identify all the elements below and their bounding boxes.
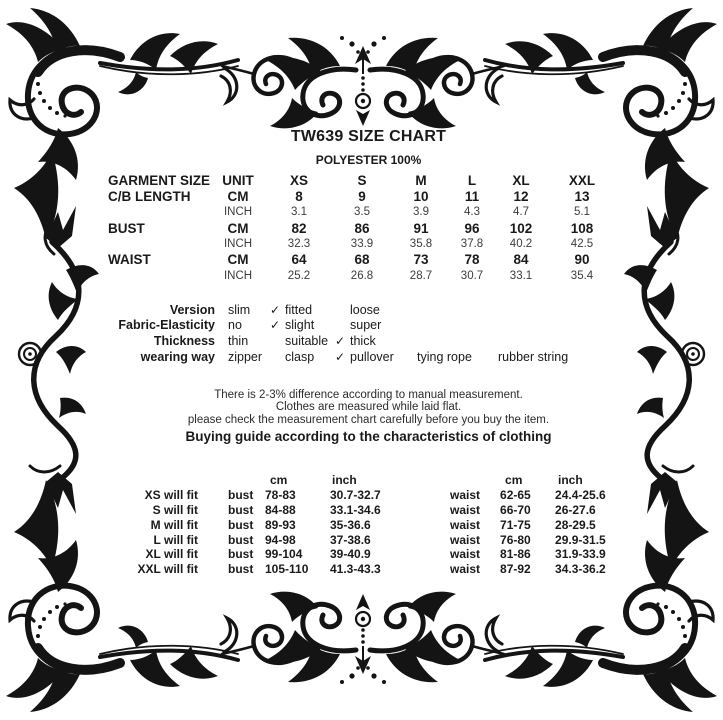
- header-l: L: [467, 173, 477, 189]
- bust-cm-range: 105-110: [265, 562, 309, 577]
- attr-option: [412, 318, 492, 334]
- row-label: WAIST: [108, 252, 151, 268]
- bust-label: bust: [228, 488, 254, 503]
- bust-label: bust: [228, 517, 254, 532]
- row-wearing-way: [110, 349, 612, 365]
- header-m: M: [415, 173, 427, 189]
- row-label: [108, 236, 212, 252]
- fit-table-header: [120, 473, 640, 488]
- size-value: 12: [513, 189, 529, 205]
- size-value: 64: [291, 252, 307, 268]
- fabric-subtitle: POLYESTER 100%: [315, 153, 422, 167]
- attr-option: fitted: [285, 302, 313, 317]
- fit-size-label: L will fit: [153, 532, 198, 547]
- check-mark: [330, 302, 350, 318]
- check-mark: [265, 349, 285, 365]
- attr-label: Fabric-Elasticity: [118, 318, 215, 333]
- waist-label: waist: [450, 547, 481, 562]
- check-mark: ✓: [269, 318, 281, 333]
- waist-cm-range: 87-92: [500, 562, 531, 577]
- bust-inch-range: 39-40.9: [330, 547, 371, 562]
- waist-label: waist: [450, 532, 481, 547]
- attr-option: thick: [350, 333, 376, 348]
- bust-inch-range: 33.1-34.6: [330, 502, 381, 517]
- size-value: 35.8: [409, 238, 433, 251]
- size-value: 4.7: [513, 206, 529, 219]
- fit-size-label: M will fit: [150, 517, 198, 532]
- size-value: 73: [413, 252, 429, 268]
- size-value: 96: [464, 220, 480, 236]
- waist-cm-range: 62-65: [500, 488, 531, 503]
- buying-guide-title: Buying guide according to the characteristics of clothing: [185, 429, 552, 444]
- measurement-notes: [14, 389, 723, 426]
- header-unit: UNIT: [222, 173, 254, 189]
- size-value: 86: [354, 220, 370, 236]
- attr-option: slight: [285, 318, 315, 333]
- size-value: 8: [295, 189, 303, 205]
- size-value: 28.7: [409, 269, 433, 282]
- bust-inch-range: 37-38.6: [330, 532, 371, 547]
- header-xl: XL: [512, 173, 530, 189]
- size-value: 11: [464, 189, 480, 205]
- fit-size-label: XS will fit: [144, 488, 198, 503]
- unit-cell: INCH: [223, 206, 253, 219]
- attr-option: [492, 302, 612, 318]
- bust-label: bust: [228, 532, 254, 547]
- header-cm: cm: [505, 473, 523, 488]
- row-label: C/B LENGTH: [108, 189, 191, 205]
- size-value: 3.1: [291, 206, 307, 219]
- header-s: S: [357, 173, 367, 189]
- attr-option: zipper: [228, 349, 263, 364]
- header-inch: inch: [332, 473, 357, 488]
- fit-row-xs: [120, 488, 640, 503]
- bust-cm-range: 94-98: [265, 532, 296, 547]
- attr-option: tying rope: [417, 349, 472, 364]
- attr-option: [492, 318, 612, 334]
- size-value: 40.2: [509, 238, 533, 251]
- row-thickness: [110, 333, 612, 349]
- size-value: 35.4: [570, 269, 594, 282]
- row-version: [110, 302, 612, 318]
- attr-option: [412, 333, 492, 349]
- attr-option: clasp: [285, 349, 315, 364]
- fit-size-label: XXL will fit: [137, 562, 198, 577]
- attribute-table: [110, 302, 612, 364]
- attr-option: rubber string: [498, 349, 569, 364]
- attr-option: suitable: [285, 333, 329, 348]
- row-label: BUST: [108, 220, 145, 236]
- header-xs: XS: [289, 173, 308, 189]
- size-value: 91: [413, 220, 429, 236]
- size-value: 26.8: [350, 269, 374, 282]
- attr-option: loose: [350, 302, 380, 317]
- fit-row-xxl: [120, 562, 640, 577]
- size-value: 30.7: [460, 269, 484, 282]
- attr-option: super: [350, 318, 382, 333]
- unit-cell: CM: [227, 252, 249, 268]
- check-mark: ✓: [334, 333, 346, 348]
- row-cb-length-cm: [108, 189, 614, 205]
- size-value: 4.3: [464, 206, 480, 219]
- note-line: Clothes are measured while laid flat.: [275, 401, 462, 414]
- attr-label: wearing way: [140, 349, 215, 364]
- fit-size-label: S will fit: [152, 502, 198, 517]
- attr-label: Version: [169, 302, 215, 317]
- waist-inch-range: 34.3-36.2: [555, 562, 606, 577]
- attr-option: pullover: [350, 349, 394, 364]
- size-value: 82: [291, 220, 307, 236]
- waist-inch-range: 24.4-25.6: [555, 488, 606, 503]
- bust-cm-range: 78-83: [265, 488, 296, 503]
- size-value: 3.5: [354, 206, 370, 219]
- attr-option: thin: [228, 333, 249, 348]
- bust-label: bust: [228, 502, 254, 517]
- attr-option: no: [228, 318, 242, 333]
- spacer: [418, 473, 480, 488]
- fit-row-s: [120, 503, 640, 518]
- size-value: 5.1: [574, 206, 590, 219]
- size-value: 9: [358, 189, 366, 205]
- row-bust-inch: [108, 236, 614, 252]
- header-cm: cm: [270, 473, 288, 488]
- spacer: [198, 473, 258, 488]
- row-cb-length-inch: [108, 205, 614, 221]
- bust-inch-range: 35-36.6: [330, 517, 371, 532]
- row-label: [108, 205, 212, 221]
- size-value: 33.1: [509, 269, 533, 282]
- fit-row-m: [120, 517, 640, 532]
- spacer: [120, 473, 198, 488]
- size-value: 3.9: [413, 206, 429, 219]
- size-value: 32.3: [287, 238, 311, 251]
- fit-size-label: XL will fit: [145, 547, 198, 562]
- attr-option: [492, 333, 612, 349]
- waist-cm-range: 81-86: [500, 547, 531, 562]
- row-bust-cm: [108, 220, 614, 236]
- fit-row-l: [120, 532, 640, 547]
- size-value: 33.9: [350, 238, 374, 251]
- waist-label: waist: [450, 517, 481, 532]
- size-value: 78: [464, 252, 480, 268]
- bust-inch-range: 41.3-43.3: [330, 562, 381, 577]
- header-inch: inch: [558, 473, 583, 488]
- attr-label: Thickness: [153, 333, 215, 348]
- check-mark: ✓: [269, 302, 281, 317]
- size-value: 10: [413, 189, 429, 205]
- unit-cell: CM: [227, 220, 249, 236]
- size-value: 108: [570, 220, 594, 236]
- bust-cm-range: 84-88: [265, 502, 296, 517]
- size-value: 37.8: [460, 238, 484, 251]
- bust-cm-range: 89-93: [265, 517, 296, 532]
- note-line: There is 2-3% difference according to manual measurement.: [214, 389, 523, 401]
- size-value: 42.5: [570, 238, 594, 251]
- size-value: 68: [354, 252, 370, 268]
- attr-option: slim: [228, 302, 251, 317]
- waist-cm-range: 71-75: [500, 517, 531, 532]
- unit-cell: INCH: [223, 269, 253, 282]
- fit-row-xl: [120, 547, 640, 562]
- size-value: 84: [513, 252, 529, 268]
- waist-inch-range: 28-29.5: [555, 517, 596, 532]
- size-value: 90: [574, 252, 590, 268]
- bust-label: bust: [228, 562, 254, 577]
- size-value: 25.2: [287, 269, 311, 282]
- size-value: 13: [574, 189, 590, 205]
- row-fabric-elasticity: [110, 318, 612, 334]
- waist-label: waist: [450, 488, 481, 503]
- size-value: 102: [509, 220, 533, 236]
- size-table: [108, 173, 614, 284]
- fit-table: [120, 473, 640, 577]
- waist-inch-range: 29.9-31.5: [555, 532, 606, 547]
- row-waist-inch: [108, 268, 614, 284]
- waist-cm-range: 76-80: [500, 532, 531, 547]
- check-mark: [330, 318, 350, 334]
- waist-cm-range: 66-70: [500, 502, 531, 517]
- waist-inch-range: 31.9-33.9: [555, 547, 606, 562]
- note-line: please check the measurement chart carefully before you buy the item.: [187, 413, 550, 426]
- header-garment-size: GARMENT SIZE: [108, 173, 211, 189]
- waist-inch-range: 26-27.6: [555, 502, 596, 517]
- attr-option: [412, 302, 492, 318]
- row-waist-cm: [108, 252, 614, 268]
- unit-cell: CM: [227, 189, 249, 205]
- check-mark: [265, 333, 285, 349]
- bust-cm-range: 99-104: [265, 547, 303, 562]
- waist-label: waist: [450, 502, 481, 517]
- unit-cell: INCH: [223, 238, 253, 251]
- page-title: TW639 SIZE CHART: [290, 128, 447, 145]
- row-label: [108, 268, 212, 284]
- waist-label: waist: [450, 562, 481, 577]
- header-xxl: XXL: [568, 173, 596, 189]
- check-mark: ✓: [334, 349, 346, 364]
- bust-inch-range: 30.7-32.7: [330, 488, 381, 503]
- bust-label: bust: [228, 547, 254, 562]
- size-table-header: [108, 173, 614, 189]
